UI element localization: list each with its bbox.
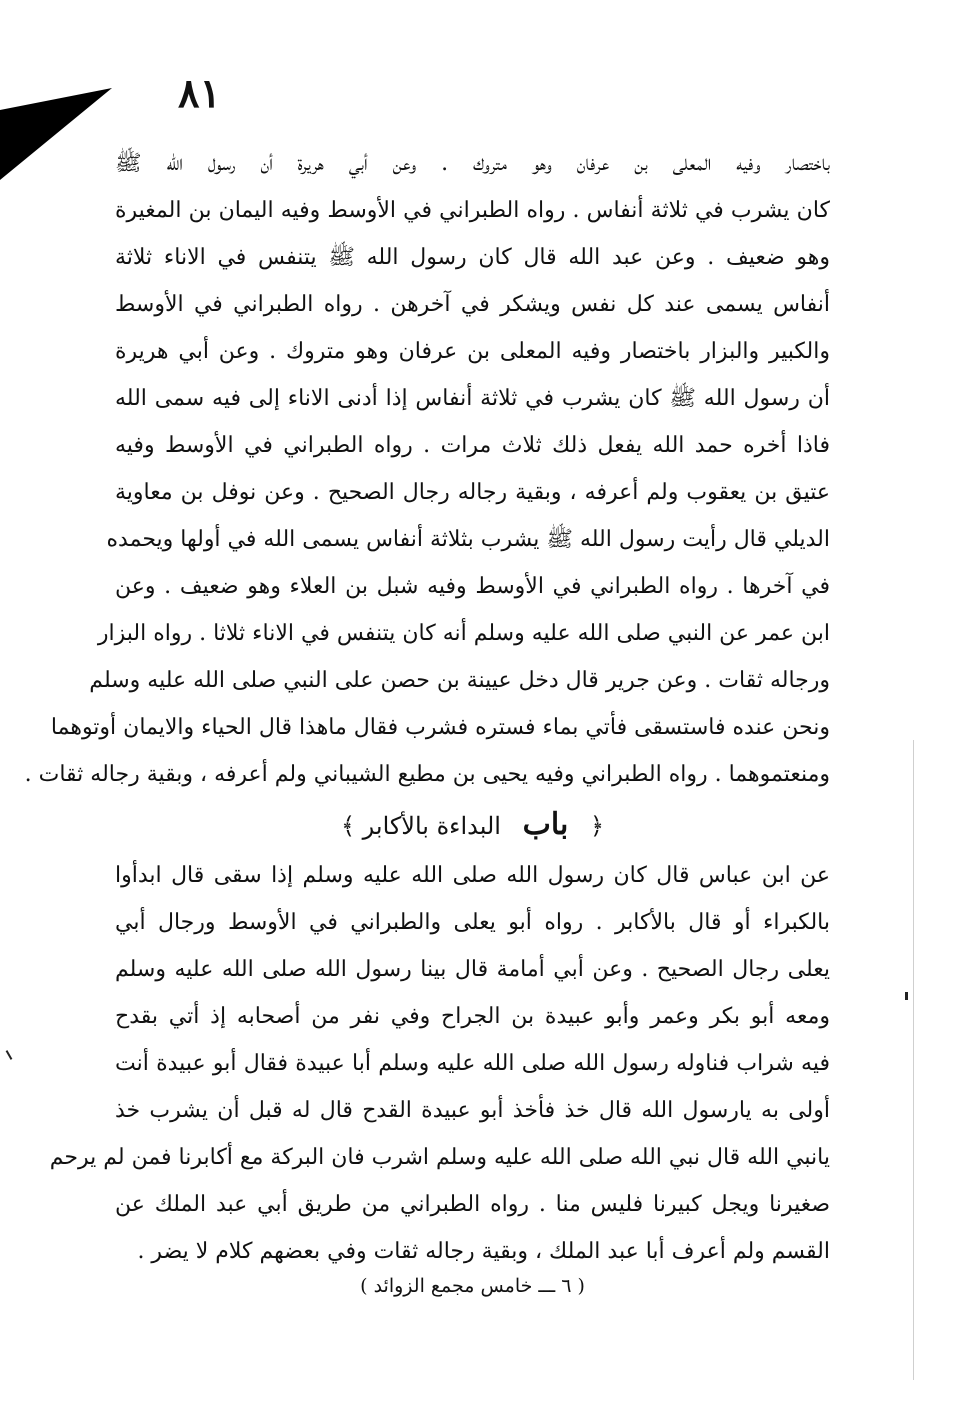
paragraph-1 bbox=[24, 140, 831, 798]
heading-title: البداءة بالأكابر bbox=[362, 812, 501, 840]
scan-speck bbox=[6, 1050, 13, 1060]
text-line: القسم ولم أعرف أبا عبد الملك ، وبقية رجاله ثقات وفي بعضهم كلام لا يضر . bbox=[137, 1239, 830, 1264]
text-line: فيه شراب فناوله رسول الله صلى الله عليه وسلم أبا عبيدة فقال أبو عبيدة أنت bbox=[115, 1051, 830, 1076]
heading-open-bracket: ﴿ bbox=[589, 812, 605, 840]
text-line: صغيرنا ويجل كبيرنا فليس منا . رواه الطبراني من طريق أبي عبد الملك عن bbox=[115, 1192, 830, 1217]
text-line: باختصار وفيه المعلى بن عرفان وهو متروك . وعن أبي هريرة أن رسول الله ﷺ bbox=[115, 151, 830, 176]
text-line: عن ابن عباس قال كان رسول الله صلى الله عليه وسلم إذا سقى قال ابدأوا bbox=[115, 863, 830, 888]
text-line: أنفاس يسمى عند كل نفس ويشكر في آخرهن . رواه الطبراني في الأوسط bbox=[115, 292, 830, 317]
text-line: فاذا أخره حمد الله يفعل ذلك ثلاث مرات . رواه الطبراني في الأوسط وفيه bbox=[115, 433, 830, 458]
text-line: ابن عمر عن النبي صلى الله عليه وسلم أنه كان يتنفس في الاناء ثلاثا . رواه البزار bbox=[97, 621, 830, 646]
chapter-heading bbox=[115, 800, 830, 850]
page-number: ٨١ bbox=[178, 70, 221, 117]
scan-speck bbox=[905, 992, 908, 1000]
text-line: كان يشرب في ثلاثة أنفاس . رواه الطبراني في الأوسط وفيه اليمان بن المغيرة bbox=[115, 198, 830, 223]
text-line: ونحن عنده فاستسقى فأتي بماء فستره فشرب فقال ماهذا قال الحياء والايمان أوتوهما bbox=[50, 715, 830, 740]
text-line: يعلى رجال الصحيح . وعن أبي أمامة قال بينا رسول الله صلى الله عليه وسلم bbox=[115, 957, 830, 982]
text-line: الديلي قال رأيت رسول الله ﷺ يشرب بثلاثة أنفاس يسمى الله في أولها ويحمده bbox=[106, 527, 830, 552]
heading-close-bracket: ﴾ bbox=[340, 812, 355, 840]
text-line: والكبير والبزار باختصار وفيه المعلى بن عرفان وهو متروك . وعن أبي هريرة bbox=[115, 339, 830, 364]
text-line: أولى به يارسول الله قال خذ فأخذ أبو عبيدة القدح قال له قبل أن يشرب خذ bbox=[115, 1098, 830, 1123]
text-line: ومنعتموهما . رواه الطبراني وفيه يحيى بن مطيع الشيباني ولم أعرفه ، وبقية رجاله ثقات . bbox=[24, 762, 830, 787]
paragraph-2 bbox=[49, 852, 830, 1275]
text-line: بالكبراء أو قال بالأكابر . رواه أبو يعلى والطبراني في الأوسط ورجال أبي bbox=[115, 910, 830, 935]
text-line: وهو ضعيف . وعن عبد الله قال كان رسول الله ﷺ يتنفس في الاناء ثلاثة bbox=[115, 245, 830, 270]
text-line: أن رسول الله ﷺ كان يشرب في ثلاثة أنفاس إذا أدنى الاناء إلى فيه سمى الله bbox=[115, 386, 831, 411]
scan-edge-shadow bbox=[0, 88, 112, 180]
text-line: عتيق بن يعقوب ولم أعرفه ، وبقية رجاله رجال الصحيح . وعن نوفل بن معاوية bbox=[115, 480, 830, 505]
heading-bab-word: باب bbox=[522, 807, 569, 842]
text-line: في آخرها . رواه الطبراني في الأوسط وفيه شبل بن العلاء وهو ضعيف . وعن bbox=[115, 574, 830, 599]
text-line: ومعه أبو بكر وعمر وأبو عبيدة بن الجراح وفي نفر من أصحابه إذ أتي بقدح bbox=[115, 1004, 830, 1029]
footer-signature: ( ٦ ـــ خامس مجمع الزوائد ) bbox=[360, 1275, 585, 1297]
text-line: ورجاله ثقات . وعن جرير قال دخل عيينة بن حصن على النبي صلى الله عليه وسلم bbox=[89, 668, 830, 693]
text-line: يانبي الله قال نبي الله صلى الله عليه وسلم اشرب فان البركة مع أكابرنا فمن لم يرحم bbox=[49, 1145, 830, 1170]
page-edge-line bbox=[913, 740, 914, 1380]
